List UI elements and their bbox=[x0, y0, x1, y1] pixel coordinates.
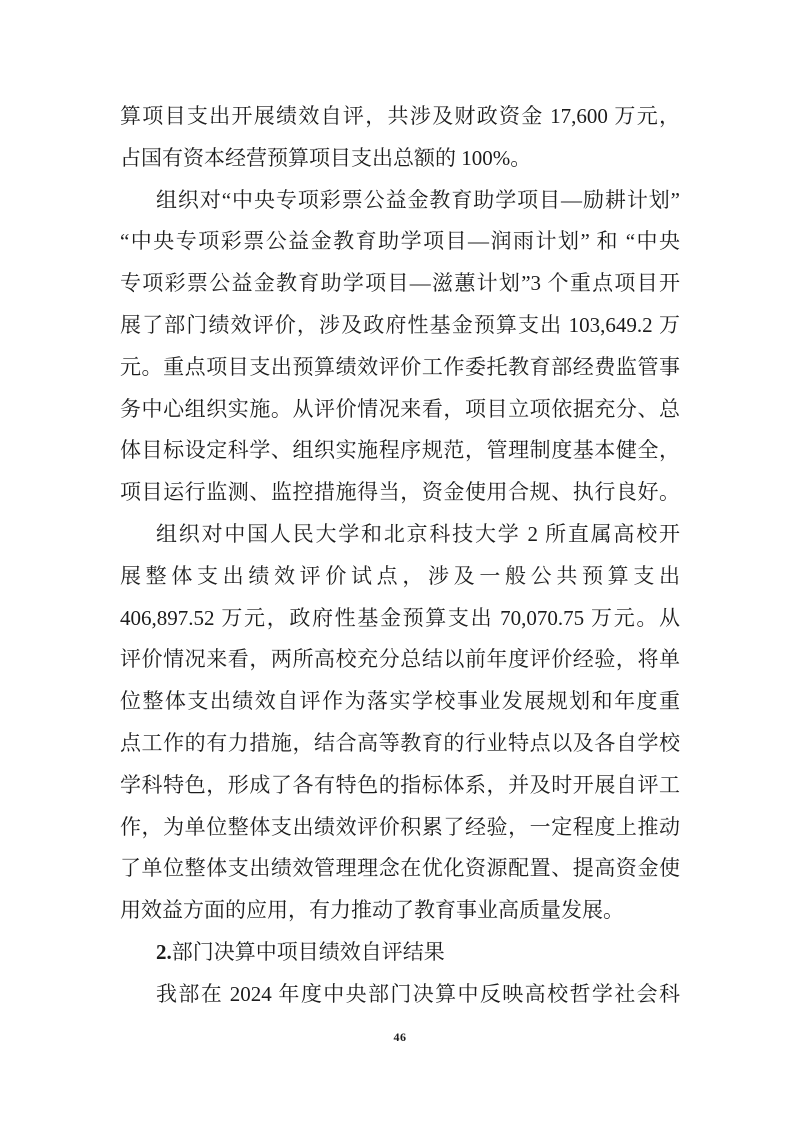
text-line: 组织对“中央专项彩票公益金教育助学项目—励耕计划” bbox=[156, 187, 680, 212]
text-line: 项目运行监测、监控措施得当，资金使用合规、执行良好。 bbox=[120, 480, 680, 505]
text-line: 务中心组织实施。从评价情况来看，项目立项依据充分、总 bbox=[120, 396, 680, 421]
text-line: 占国有资本经营预算项目支出总额的 100%。 bbox=[120, 145, 532, 170]
heading-number: 2. bbox=[156, 939, 172, 964]
heading-title: 部门决算中项目绩效自评结果 bbox=[171, 939, 445, 964]
page-number: 46 bbox=[393, 1030, 407, 1044]
section-heading bbox=[120, 932, 680, 974]
text-line: 点工作的有力措施，结合高等教育的行业特点以及各自学校 bbox=[120, 730, 680, 755]
text-line: 算项目支出开展绩效自评，共涉及财政资金 17,600 万元， bbox=[120, 104, 680, 128]
text-block bbox=[120, 96, 680, 1016]
text-line: “中央专项彩票公益金教育助学项目—润雨计划” 和 “中央 bbox=[120, 229, 680, 254]
text-line: 我部在 2024 年度中央部门决算中反映高校哲学社会科 bbox=[156, 981, 680, 1006]
text-line: 作，为单位整体支出绩效评价积累了经验，一定程度上推动 bbox=[120, 814, 680, 839]
text-line: 元。重点项目支出预算绩效评价工作委托教育部经费监管事 bbox=[120, 354, 680, 379]
text-line: 406,897.52 万元，政府性基金预算支出 70,070.75 万元。从 bbox=[120, 605, 680, 630]
text-line: 展了部门绩效评价，涉及政府性基金预算支出 103,649.2 万 bbox=[120, 312, 680, 337]
text-line: 用效益方面的应用，有力推动了教育事业高质量发展。 bbox=[120, 898, 624, 923]
text-line: 体目标设定科学、组织实施程序规范，管理制度基本健全， bbox=[120, 438, 680, 463]
text-line: 评价情况来看，两所高校充分总结以前年度评价经验，将单 bbox=[120, 647, 680, 672]
text-line: 学科特色，形成了各有特色的指标体系，并及时开展自评工 bbox=[120, 772, 680, 797]
text-line: 专项彩票公益金教育助学项目—滋蕙计划”3 个重点项目开 bbox=[120, 271, 680, 296]
text-line: 组织对中国人民大学和北京科技大学 2 所直属高校开 bbox=[156, 521, 680, 546]
text-line: 展整体支出绩效评价试点，涉及一般公共预算支出 bbox=[120, 563, 680, 588]
text-line: 位整体支出绩效自评作为落实学校事业发展规划和年度重 bbox=[120, 689, 680, 714]
text-line: 了单位整体支出绩效管理理念在优化资源配置、提高资金使 bbox=[120, 856, 680, 881]
